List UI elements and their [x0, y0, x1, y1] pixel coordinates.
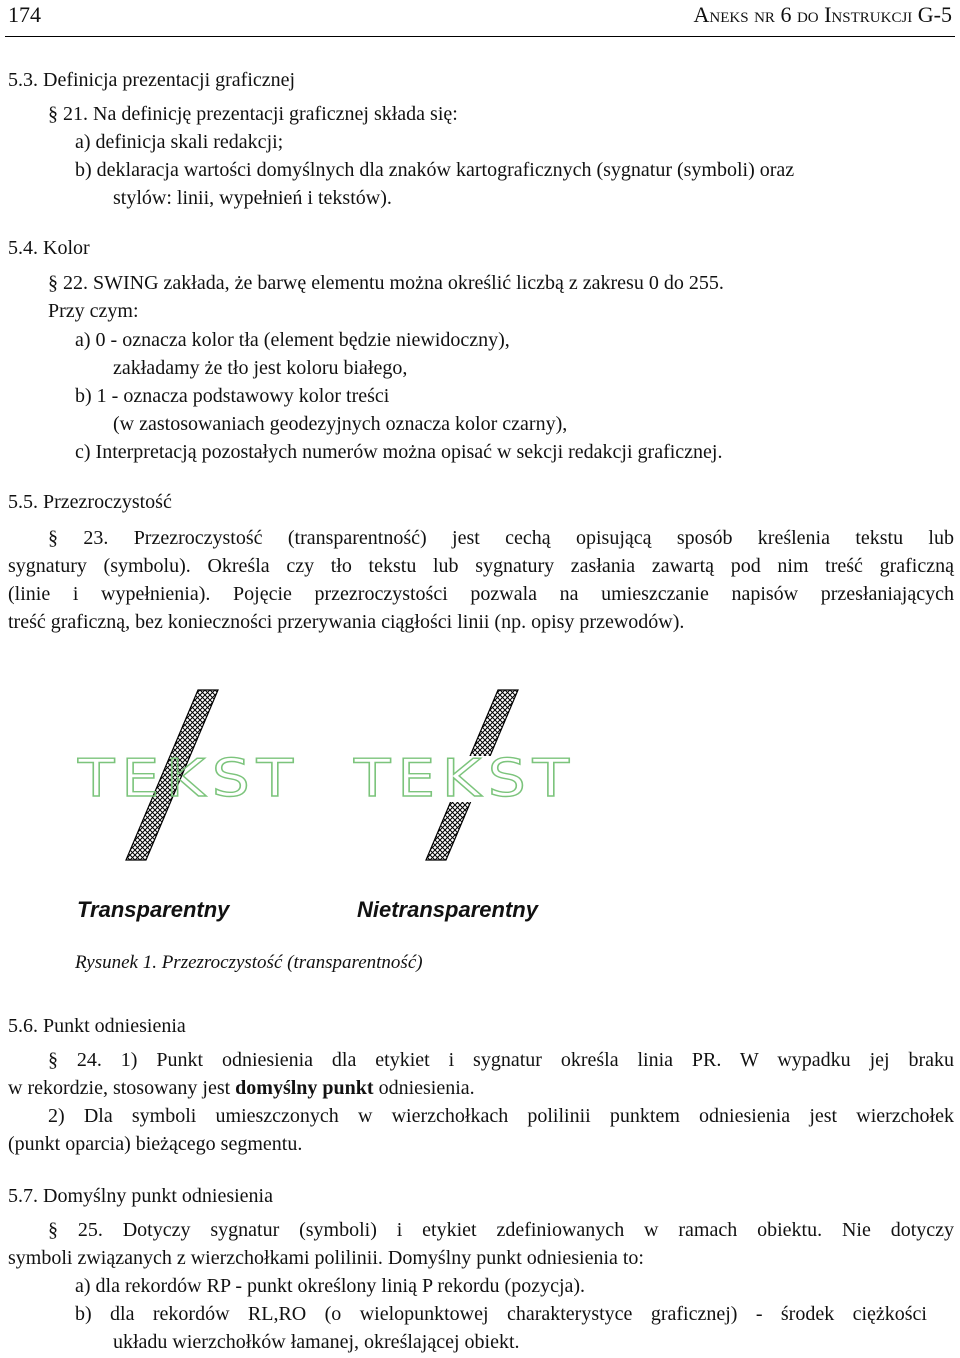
- list-item-b: b) deklaracja wartości domyślnych dla znaków kartograficznych (sygnatur (symboli) oraz: [75, 159, 795, 181]
- header-rule: [5, 36, 955, 37]
- paragraph-25-line-1: § 25. Dotyczy sygnatur (symboli) i etykiet zdefiniowanych w ramach obiektu. Nie dotyczy: [48, 1219, 954, 1241]
- list-item-b: b) 1 - oznacza podstawowy kolor treści: [75, 385, 390, 407]
- paragraph-23-line-3: (linie i wypełnienia). Pojęcie przezroczystości pozwala na umieszczanie napisów przesłaniających: [8, 583, 954, 605]
- transparency-figure: [0, 680, 960, 900]
- paragraph-24-line-2: [8, 1078, 475, 1098]
- paragraph-24-text-end: odniesienia.: [378, 1077, 475, 1099]
- list-item-c: c) Interpretacją pozostałych numerów można opisać w sekcji redakcji graficznej.: [75, 441, 723, 463]
- label-transparent: Transparentny: [77, 897, 230, 922]
- section-heading-5-5: 5.5. Przezroczystość: [8, 491, 172, 513]
- paragraph-23-line-2: sygnatury (symbolu). Określa czy tło tekstu lub sygnatury zasłania zawartą pod nim treść graficzną: [8, 555, 954, 577]
- paragraph-24-line-4: (punkt oparcia) bieżącego segmentu.: [8, 1133, 303, 1155]
- paragraph-23-line-4: treść graficzną, bez konieczności przerywania ciągłości linii (np. opisy przewodów).: [8, 611, 685, 633]
- figure-caption: Rysunek 1. Przezroczystość (transparentność): [75, 952, 423, 973]
- running-title: Aneks nr 6 do Instrukcji G-5: [693, 2, 952, 27]
- paragraph-21: § 21. Na definicję prezentacji graficznej składa się:: [48, 103, 458, 125]
- list-item-b-cont: stylów: linii, wypełnień i tekstów).: [113, 187, 392, 209]
- list-item-a: a) 0 - oznacza kolor tła (element będzie niewidoczny),: [75, 329, 510, 351]
- emphasis-default-point: domyślny punkt: [235, 1077, 374, 1099]
- paragraph-22-intro: Przy czym:: [48, 300, 139, 322]
- list-item-a: a) dla rekordów RP - punkt określony linią P rekordu (pozycja).: [75, 1275, 586, 1297]
- page-number: 174: [8, 2, 41, 27]
- paragraph-25-line-2: symboli związanych z wierzchołkami polilinii. Domyślny punkt odniesienia to:: [8, 1247, 644, 1269]
- list-item-b: b) dla rekordów RL,RO (o wielopunktowej charakterystyce graficznej) - środek ciężkości: [75, 1303, 927, 1325]
- section-heading-5-3: 5.3. Definicja prezentacji graficznej: [8, 69, 296, 91]
- section-heading-5-4: 5.4. Kolor: [8, 237, 90, 259]
- paragraph-24-line-1: § 24. 1) Punkt odniesienia dla etykiet i sygnatur określa linia PR. W wypadku jej braku: [48, 1049, 954, 1071]
- paragraph-24-text: w rekordzie, stosowany jest: [8, 1077, 231, 1099]
- label-nontransparent: Nietransparentny: [357, 897, 538, 922]
- list-item-b-cont: (w zastosowaniach geodezyjnych oznacza kolor czarny),: [113, 413, 568, 435]
- list-item-a-cont: zakładamy że tło jest koloru białego,: [113, 357, 408, 379]
- sample-text-transparent: TEKST: [76, 749, 300, 809]
- section-heading-5-6: 5.6. Punkt odniesienia: [8, 1015, 186, 1037]
- paragraph-22: § 22. SWING zakłada, że barwę elementu można określić liczbą z zakresu 0 do 255.: [48, 272, 724, 294]
- paragraph-23-line-1: § 23. Przezroczystość (transparentność) jest cechą opisującą sposób kreślenia tekstu lub: [48, 527, 954, 549]
- list-item-b-cont: układu wierzchołków łamanej, określającej obiekt.: [113, 1331, 520, 1353]
- list-item-a: a) definicja skali redakcji;: [75, 131, 284, 153]
- section-heading-5-7: 5.7. Domyślny punkt odniesienia: [8, 1185, 273, 1207]
- sample-text-opaque: TEKST: [352, 749, 576, 809]
- paragraph-24-line-3: 2) Dla symboli umieszczonych w wierzchołkach polilinii punktem odniesienia jest wierzchołek: [48, 1105, 954, 1127]
